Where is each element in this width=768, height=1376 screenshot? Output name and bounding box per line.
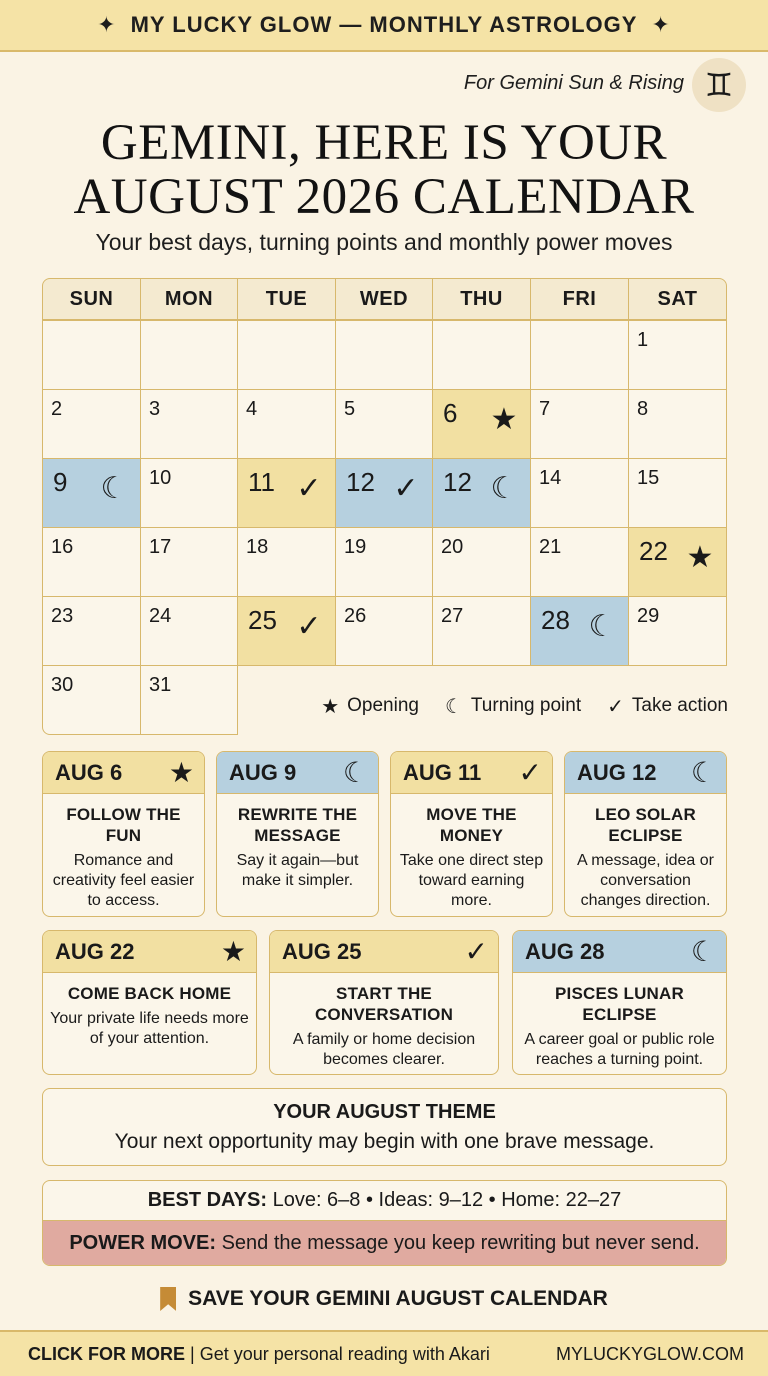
key-date-card: [42, 751, 205, 917]
day-number: 21: [539, 536, 562, 558]
weekday-header-thu: THU: [432, 278, 531, 320]
calendar-day-cell: [530, 389, 629, 459]
weekday-header-mon: MON: [140, 278, 238, 320]
card-description: A family or home decision becomes clearer.: [292, 1031, 476, 1068]
day-number: 25: [248, 605, 277, 635]
power-move-text: Send the message you keep rewriting but never send.: [221, 1232, 700, 1254]
calendar-day-cell: [530, 596, 629, 666]
day-number: 19: [344, 536, 367, 558]
star-icon: ★: [168, 756, 194, 789]
calendar-day-cell: [42, 458, 141, 528]
card-date: AUG 25: [282, 938, 362, 964]
calendar-legend: [296, 692, 728, 720]
legend-item-moon: [445, 694, 581, 718]
weekday-header-wed: WED: [335, 278, 433, 320]
theme-heading: YOUR AUGUST THEME: [273, 1101, 496, 1123]
day-number: 24: [149, 605, 172, 627]
day-number: 5: [344, 398, 356, 420]
card-date-header: [270, 931, 498, 973]
key-date-card: [216, 751, 379, 917]
check-icon: ✓: [607, 694, 624, 718]
day-number: 27: [441, 605, 464, 627]
card-date-header: [43, 931, 256, 973]
moon-icon: ☾: [690, 756, 716, 789]
card-date-header: [565, 752, 726, 794]
best-days-text: Love: 6–8 • Ideas: 9–12 • Home: 22–27: [272, 1189, 622, 1211]
calendar-day-cell: [42, 527, 141, 597]
calendar-empty-cell: [42, 320, 141, 390]
day-number: 8: [637, 398, 649, 420]
weekday-header-fri: FRI: [530, 278, 629, 320]
card-description: Romance and creativity feel easier to access.: [52, 852, 195, 909]
day-number: 29: [637, 605, 660, 627]
day-number: 4: [246, 398, 258, 420]
calendar-day-cell: [237, 527, 336, 597]
power-move-row: [43, 1221, 726, 1266]
card-title: MOVE THE MONEY: [426, 805, 517, 845]
footer-cta-rest: | Get your personal reading with Akari: [190, 1343, 490, 1364]
weekday-header-sat: SAT: [628, 278, 727, 320]
weekday-header-tue: TUE: [237, 278, 336, 320]
calendar-day-cell: [42, 665, 141, 735]
day-number: 1: [637, 329, 649, 351]
key-date-card: [390, 751, 553, 917]
card-title: LEO SOLAR ECLIPSE: [595, 805, 696, 845]
star-icon: ★: [490, 402, 518, 437]
day-number: 10: [149, 467, 172, 489]
legend-label: Take action: [631, 695, 728, 716]
card-title: PISCES LUNAR ECLIPSE: [555, 984, 684, 1024]
calendar-day-cell: [42, 389, 141, 459]
calendar-day-cell: [628, 320, 727, 390]
day-number: 30: [51, 674, 74, 696]
power-move-label: POWER MOVE:: [69, 1232, 217, 1254]
card-description: Your private life needs more of your attention.: [50, 1010, 249, 1047]
calendar-day-cell: [628, 527, 727, 597]
card-description: A career goal or public role reaches a turning point.: [524, 1031, 715, 1068]
august-calendar: [42, 278, 727, 734]
calendar-day-cell: [140, 527, 238, 597]
moon-icon: ☾: [490, 471, 518, 506]
calendar-day-cell: [140, 389, 238, 459]
calendar-day-cell: [140, 665, 238, 735]
best-days-box: [42, 1180, 727, 1266]
sparkle-icon: ✦: [97, 12, 117, 37]
calendar-day-cell: [237, 458, 336, 528]
footer-bar: [0, 1330, 768, 1376]
legend-item-star: [321, 694, 419, 718]
card-date: AUG 12: [577, 759, 657, 785]
calendar-day-cell: [530, 527, 629, 597]
day-number: 16: [51, 536, 74, 558]
star-icon: ★: [321, 694, 340, 718]
calendar-day-cell: [530, 458, 629, 528]
day-number: 17: [149, 536, 172, 558]
day-number: 3: [149, 398, 161, 420]
day-number: 31: [149, 674, 172, 696]
calendar-empty-cell: [140, 320, 238, 390]
sparkle-icon: ✦: [651, 12, 671, 37]
save-calendar-label: SAVE YOUR GEMINI AUGUST CALENDAR: [188, 1287, 608, 1310]
calendar-day-cell: [628, 389, 727, 459]
card-title: COME BACK HOME: [67, 984, 232, 1003]
calendar-day-cell: [237, 389, 336, 459]
calendar-day-cell: [140, 458, 238, 528]
gemini-icon: ♊: [692, 58, 746, 112]
check-icon: ✓: [518, 756, 542, 789]
day-number: 22: [639, 536, 668, 566]
card-date-header: [43, 752, 204, 794]
check-icon: ✓: [296, 609, 322, 644]
moon-icon: ☾: [588, 609, 616, 644]
weekday-header-sun: SUN: [42, 278, 141, 320]
audience-subhead: For Gemini Sun & Rising: [463, 72, 684, 94]
banner-title: MY LUCKY GLOW — MONTHLY ASTROLOGY: [130, 12, 638, 37]
best-days-row: [43, 1181, 726, 1221]
bookmark-icon: [160, 1287, 176, 1311]
legend-label: Opening: [347, 695, 419, 716]
calendar-empty-cell: [530, 320, 629, 390]
day-number: 12: [443, 467, 472, 497]
day-number: 2: [51, 398, 63, 420]
calendar-day-cell: [432, 596, 531, 666]
star-icon: ★: [220, 935, 246, 968]
best-days-label: BEST DAYS:: [147, 1189, 268, 1211]
key-date-card: [42, 930, 257, 1075]
calendar-day-cell: [42, 596, 141, 666]
calendar-day-cell: [335, 527, 433, 597]
key-date-card: [564, 751, 727, 917]
card-date: AUG 22: [55, 938, 135, 964]
tagline: Your best days, turning points and monthly power moves: [95, 229, 673, 255]
check-icon: ✓: [296, 471, 322, 506]
top-banner: [0, 0, 768, 52]
calendar-empty-cell: [335, 320, 433, 390]
calendar-day-cell: [335, 458, 433, 528]
key-date-card: [512, 930, 727, 1075]
day-number: 20: [441, 536, 464, 558]
calendar-day-cell: [628, 596, 727, 666]
calendar-empty-cell: [432, 320, 531, 390]
footer-cta-bold: CLICK FOR MORE: [28, 1343, 185, 1364]
calendar-day-cell: [432, 527, 531, 597]
card-date: AUG 28: [525, 938, 605, 964]
card-date: AUG 11: [403, 759, 482, 785]
title-line-1: GEMINI, HERE IS YOUR: [100, 115, 668, 171]
card-title: REWRITE THE MESSAGE: [237, 805, 358, 845]
day-number: 28: [541, 605, 570, 635]
card-date: AUG 9: [229, 759, 297, 785]
moon-icon: ☾: [444, 694, 463, 718]
site-link[interactable]: MYLUCKYGLOW.COM: [555, 1343, 744, 1364]
day-number: 12: [346, 467, 375, 497]
calendar-day-cell: [335, 389, 433, 459]
check-icon: ✓: [464, 935, 488, 968]
day-number: 7: [539, 398, 551, 420]
card-date: AUG 6: [55, 759, 123, 785]
day-number: 18: [246, 536, 269, 558]
key-date-card: [269, 930, 499, 1075]
calendar-empty-cell: [237, 320, 336, 390]
day-number: 14: [539, 467, 562, 489]
card-description: Say it again—but make it simpler.: [236, 852, 359, 889]
calendar-day-cell: [237, 596, 336, 666]
card-date-header: [513, 931, 726, 973]
legend-item-check: [607, 694, 728, 718]
card-title: START THE CONVERSATION: [314, 984, 454, 1024]
card-description: Take one direct step toward earning more.: [399, 852, 544, 909]
moon-icon: ☾: [690, 935, 716, 968]
theme-text: Your next opportunity may begin with one brave message.: [114, 1130, 655, 1153]
calendar-day-cell: [140, 596, 238, 666]
day-number: 11: [248, 467, 275, 497]
day-number: 6: [443, 398, 458, 428]
calendar-day-cell: [335, 596, 433, 666]
day-number: 23: [51, 605, 74, 627]
check-icon: ✓: [393, 471, 419, 506]
legend-label: Turning point: [470, 695, 582, 716]
moon-icon: ☾: [342, 756, 368, 789]
card-description: A message, idea or conversation changes direction.: [577, 852, 714, 909]
calendar-day-cell: [432, 458, 531, 528]
page-title: [0, 116, 768, 224]
august-theme-box: [42, 1088, 727, 1166]
title-line-2: AUGUST 2026 CALENDAR: [73, 169, 695, 225]
card-date-header: [217, 752, 378, 794]
click-for-more-link[interactable]: [28, 1344, 490, 1365]
day-number: 26: [344, 605, 367, 627]
calendar-day-cell: [628, 458, 727, 528]
card-date-header: [391, 752, 552, 794]
card-title: FOLLOW THE FUN: [66, 805, 181, 845]
calendar-day-cell: [432, 389, 531, 459]
save-calendar-button[interactable]: [0, 1284, 768, 1314]
day-number: 15: [637, 467, 660, 489]
day-number: 9: [53, 467, 68, 497]
moon-icon: ☾: [100, 471, 128, 506]
star-icon: ★: [686, 540, 714, 575]
